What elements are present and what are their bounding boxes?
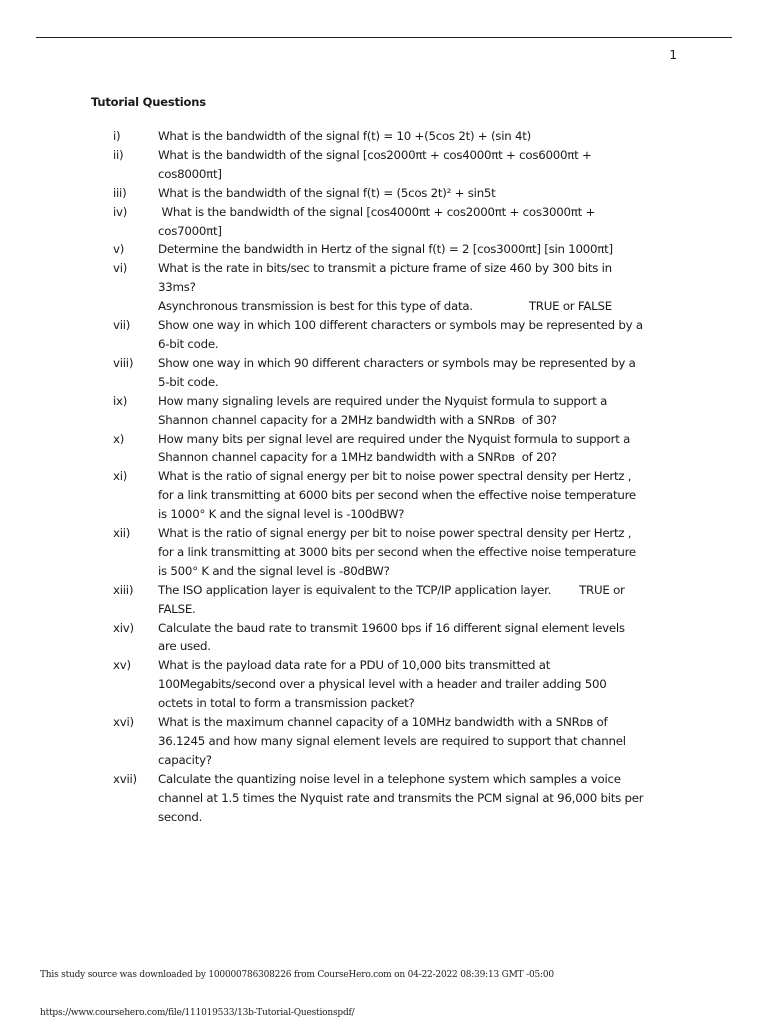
question-number: iii) bbox=[113, 185, 127, 200]
question-number: v) bbox=[113, 242, 125, 257]
question-text bbox=[158, 259, 683, 316]
question-line: Show one way in which 100 different characters or symbols may be represented by a bbox=[158, 318, 643, 333]
question-item bbox=[113, 203, 683, 241]
footer-url: https://www.coursehero.com/file/111019533/13b-Tutorial-Questionspdf/ bbox=[40, 1008, 355, 1018]
question-item bbox=[113, 713, 683, 770]
question-list bbox=[113, 127, 683, 827]
question-line: 36.1245 and how many signal element levels are required to support that channel bbox=[158, 734, 626, 748]
question-line: FALSE. bbox=[158, 601, 196, 616]
question-line: What is the ratio of signal energy per bit to noise power spectral density per Hertz , bbox=[158, 526, 632, 541]
question-number: xiv) bbox=[113, 620, 134, 635]
question-item bbox=[113, 619, 683, 657]
question-number: ix) bbox=[113, 393, 128, 408]
question-number: xvii) bbox=[113, 771, 137, 786]
question-item bbox=[113, 656, 683, 713]
question-line: How many signaling levels are required under the Nyquist formula to support a bbox=[158, 393, 608, 408]
page-heading: Tutorial Questions bbox=[91, 95, 206, 109]
question-number: xvi) bbox=[113, 715, 134, 730]
question-item bbox=[113, 770, 683, 827]
question-line: second. bbox=[158, 809, 203, 824]
question-text bbox=[158, 203, 683, 241]
question-line: What is the payload data rate for a PDU of 10,000 bits transmitted at bbox=[158, 658, 551, 673]
question-item bbox=[113, 127, 683, 146]
question-line: 6-bit code. bbox=[158, 336, 219, 351]
question-number: xiii) bbox=[113, 582, 134, 597]
question-item bbox=[113, 259, 683, 316]
question-text bbox=[158, 430, 683, 468]
question-text bbox=[158, 127, 683, 146]
question-line: for a link transmitting at 6000 bits per second when the effective noise temperature bbox=[158, 488, 636, 503]
question-line: cos8000πt] bbox=[158, 166, 222, 181]
question-line: What is the ratio of signal energy per bit to noise power spectral density per Hertz , bbox=[158, 469, 632, 484]
question-text bbox=[158, 581, 683, 619]
question-line: for a link transmitting at 3000 bits per second when the effective noise temperature bbox=[158, 544, 636, 559]
question-item bbox=[113, 146, 683, 184]
question-number: xv) bbox=[113, 658, 131, 673]
question-text bbox=[158, 770, 683, 827]
question-line: What is the bandwidth of the signal [cos4000πt + cos2000πt + cos3000πt + bbox=[158, 204, 596, 219]
question-line: is 1000° K and the signal level is -100dBW? bbox=[158, 507, 405, 522]
question-line: channel at 1.5 times the Nyquist rate and transmits the PCM signal at 96,000 bits per bbox=[158, 790, 644, 805]
question-line: octets in total to form a transmission packet? bbox=[158, 696, 415, 711]
question-line: What is the rate in bits/sec to transmit a picture frame of size 460 by 300 bits in bbox=[158, 261, 612, 276]
question-line: The ISO application layer is equivalent to the TCP/IP application layer. TRUE or bbox=[158, 582, 625, 597]
question-line: How many bits per signal level are required under the Nyquist formula to support a bbox=[158, 431, 631, 446]
header-rule bbox=[36, 37, 732, 38]
question-line: Calculate the quantizing noise level in a telephone system which samples a voice bbox=[158, 771, 621, 786]
question-text bbox=[158, 656, 683, 713]
question-line: cos7000πt] bbox=[158, 223, 222, 238]
question-line: Determine the bandwidth in Hertz of the signal f(t) = 2 [cos3000πt] [sin 1000πt] bbox=[158, 242, 613, 257]
question-line: Shannon channel capacity for a 1MHz bandwidth with a SNRᴅʙ of 20? bbox=[158, 450, 557, 465]
question-text bbox=[158, 184, 683, 203]
question-text bbox=[158, 240, 683, 259]
question-text bbox=[158, 146, 683, 184]
question-line: What is the maximum channel capacity of a 10MHz bandwidth with a SNRᴅʙ of bbox=[158, 715, 608, 730]
question-line: What is the bandwidth of the signal [cos2000πt + cos4000πt + cos6000πt + bbox=[158, 147, 592, 162]
question-number: ii) bbox=[113, 147, 124, 162]
question-number: i) bbox=[113, 129, 121, 143]
question-number: xii) bbox=[113, 526, 131, 541]
question-number: viii) bbox=[113, 355, 134, 370]
question-text bbox=[158, 392, 683, 430]
question-item bbox=[113, 581, 683, 619]
question-text bbox=[158, 619, 683, 657]
question-line: Shannon channel capacity for a 2MHz bandwidth with a SNRᴅʙ of 30? bbox=[158, 412, 557, 427]
question-item bbox=[113, 467, 683, 524]
question-text bbox=[158, 713, 683, 770]
question-text bbox=[158, 316, 683, 354]
question-number: iv) bbox=[113, 204, 128, 219]
question-item bbox=[113, 524, 683, 581]
question-item bbox=[113, 184, 683, 203]
question-line: 100Megabits/second over a physical level with a header and trailer adding 500 bbox=[158, 677, 607, 692]
question-line: What is the bandwidth of the signal f(t) = (5cos 2t)² + sin5t bbox=[158, 185, 496, 200]
question-line: What is the bandwidth of the signal f(t) = 10 +(5cos 2t) + (sin 4t) bbox=[158, 129, 531, 143]
question-line: 5-bit code. bbox=[158, 374, 219, 389]
question-item bbox=[113, 430, 683, 468]
question-item bbox=[113, 392, 683, 430]
question-line: Show one way in which 90 different characters or symbols may be represented by a bbox=[158, 355, 636, 370]
question-line: 33ms? bbox=[158, 280, 196, 295]
question-item bbox=[113, 316, 683, 354]
question-number: xi) bbox=[113, 469, 128, 484]
question-number: x) bbox=[113, 431, 125, 446]
question-line: are used. bbox=[158, 639, 211, 654]
question-text bbox=[158, 354, 683, 392]
question-number: vi) bbox=[113, 261, 128, 276]
question-number: vii) bbox=[113, 318, 131, 333]
question-item bbox=[113, 240, 683, 259]
question-item bbox=[113, 354, 683, 392]
question-line: Calculate the baud rate to transmit 19600 bps if 16 different signal element levels bbox=[158, 620, 625, 635]
page-number: 1 bbox=[669, 48, 677, 62]
question-line: capacity? bbox=[158, 752, 212, 767]
footer-source-note: This study source was downloaded by 100000786308226 from CourseHero.com on 04-22-2022 08:39:13 GMT -05:00 bbox=[40, 970, 554, 980]
question-text bbox=[158, 524, 683, 581]
question-text bbox=[158, 467, 683, 524]
question-line: Asynchronous transmission is best for this type of data. TRUE or FALSE bbox=[158, 299, 612, 314]
question-line: is 500° K and the signal level is -80dBW? bbox=[158, 563, 390, 578]
